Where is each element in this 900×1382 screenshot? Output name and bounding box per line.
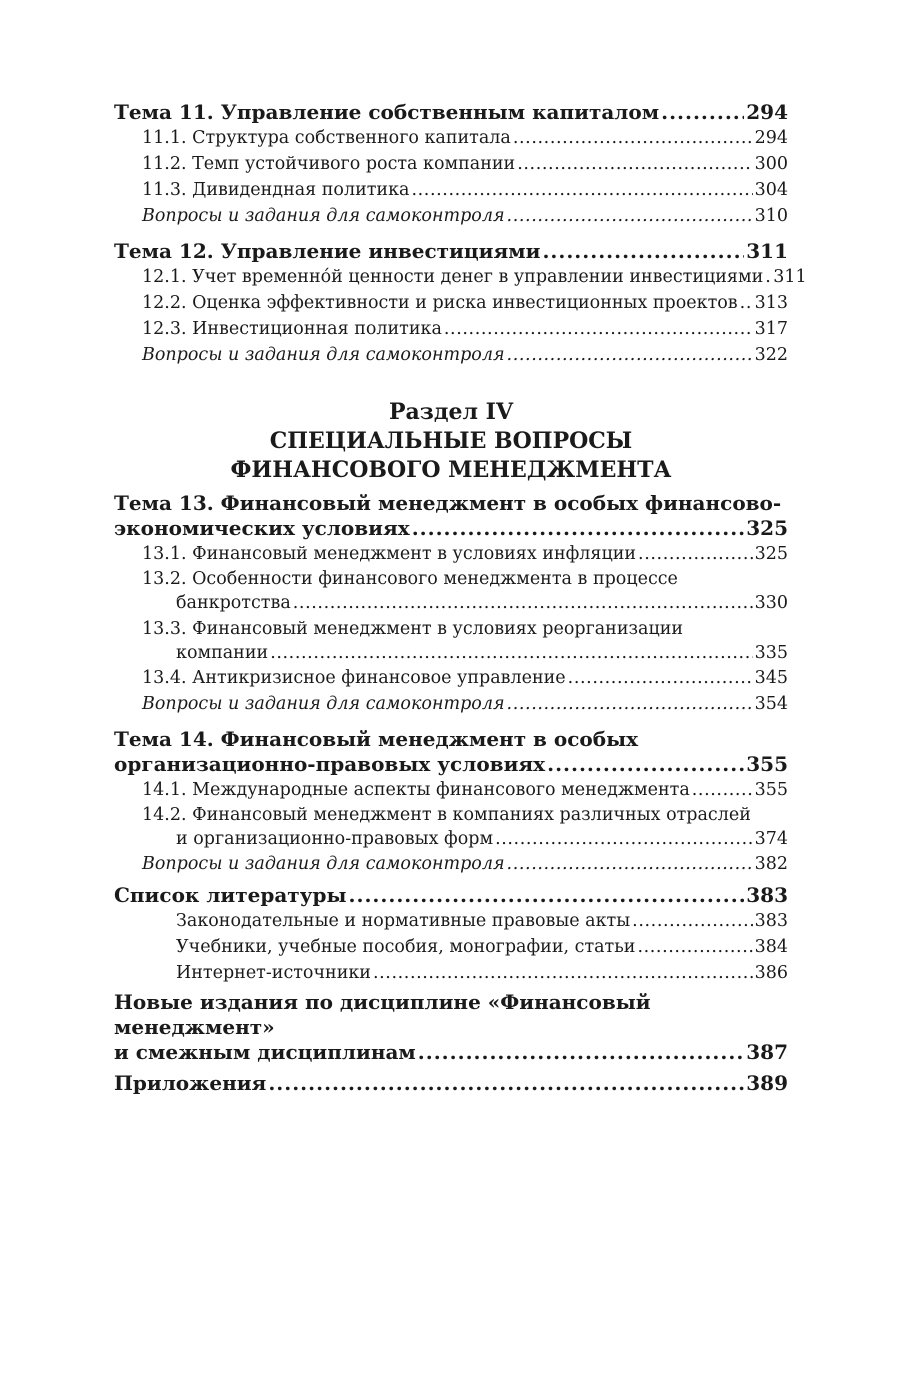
toc-item-label: Законодательные и нормативные правовые акты bbox=[176, 911, 631, 931]
toc-questions-12[interactable] bbox=[114, 342, 788, 368]
toc-title: Приложения bbox=[114, 1071, 267, 1095]
toc-item-label: 13.4. Антикризисное финансовое управление bbox=[142, 668, 566, 688]
dot-leader bbox=[270, 641, 752, 665]
toc-title: экономических условиях bbox=[114, 516, 410, 540]
page-number: 382 bbox=[754, 854, 788, 874]
toc-item-14-2[interactable] bbox=[114, 827, 788, 851]
toc-title: Тема 11. Управление собственным капиталом bbox=[114, 100, 660, 124]
section-heading bbox=[114, 398, 788, 485]
dot-leader bbox=[293, 591, 753, 615]
dot-leader bbox=[637, 934, 752, 960]
dot-leader bbox=[740, 290, 753, 316]
toc-item-13-3-line-1[interactable]: 13.3. Финансовый менеджмент в условиях реорганизации bbox=[142, 619, 684, 639]
dot-leader bbox=[513, 125, 753, 151]
toc-item-13-2-line-1[interactable]: 13.2. Особенности финансового менеджмента в процессе bbox=[142, 569, 678, 589]
page-number: 322 bbox=[754, 345, 788, 365]
toc-new-editions[interactable] bbox=[114, 1040, 788, 1065]
toc-topic-11[interactable] bbox=[114, 100, 788, 125]
toc-item-13-4[interactable] bbox=[114, 665, 788, 691]
dot-leader bbox=[411, 177, 752, 203]
toc-item-label: 11.2. Темп устойчивого роста компании bbox=[142, 154, 516, 174]
toc-literature-item-2[interactable] bbox=[114, 934, 788, 960]
page-number: 300 bbox=[754, 154, 788, 174]
toc-topic-14-title-line-1[interactable]: Тема 14. Финансовый менеджмент в особых bbox=[114, 727, 639, 751]
dot-leader bbox=[517, 151, 752, 177]
toc-item-13-3[interactable] bbox=[114, 641, 788, 665]
toc-item-label: Вопросы и задания для самоконтроля bbox=[142, 345, 505, 365]
dot-leader bbox=[638, 541, 753, 567]
toc-item-label: компании bbox=[176, 643, 269, 663]
dot-leader bbox=[507, 691, 753, 717]
toc-title: и смежным дисциплинам bbox=[114, 1040, 416, 1064]
toc-item-label: 11.1. Структура собственного капитала bbox=[142, 128, 511, 148]
page-number: 386 bbox=[754, 963, 788, 983]
dot-leader bbox=[547, 752, 744, 777]
toc-item-12-2[interactable] bbox=[114, 290, 788, 316]
page-number: 374 bbox=[754, 829, 788, 849]
dot-leader bbox=[495, 827, 753, 851]
toc-topic-14[interactable] bbox=[114, 752, 788, 777]
dot-leader bbox=[507, 203, 753, 229]
page-number: 304 bbox=[754, 180, 788, 200]
page-number: 354 bbox=[754, 694, 788, 714]
page-number: 383 bbox=[746, 883, 788, 907]
page-number: 355 bbox=[754, 780, 788, 800]
page-number: 317 bbox=[754, 319, 788, 339]
toc-title: Список литературы bbox=[114, 883, 347, 907]
toc-item-label: 14.1. Международные аспекты финансового менеджмента bbox=[142, 780, 690, 800]
toc-questions-11[interactable] bbox=[114, 203, 788, 229]
section-title-line-1: СПЕЦИАЛЬНЫЕ ВОПРОСЫ bbox=[269, 428, 633, 454]
toc-title: Тема 12. Управление инвестициями bbox=[114, 239, 541, 263]
toc-item-13-1[interactable] bbox=[114, 541, 788, 567]
dot-leader bbox=[568, 665, 753, 691]
toc-literature[interactable] bbox=[114, 883, 788, 908]
section-title-line-2: ФИНАНСОВОГО МЕНЕДЖМЕНТА bbox=[230, 457, 672, 483]
toc-item-label: 13.1. Финансовый менеджмент в условиях инфляции bbox=[142, 544, 637, 564]
dot-leader bbox=[412, 516, 745, 541]
page-number: 384 bbox=[754, 937, 788, 957]
toc-item-13-2[interactable] bbox=[114, 591, 788, 615]
page-number: 345 bbox=[754, 668, 788, 688]
toc-item-12-1[interactable] bbox=[114, 264, 807, 290]
page-number: 383 bbox=[754, 911, 788, 931]
dot-leader bbox=[765, 264, 771, 290]
page-number: 310 bbox=[754, 206, 788, 226]
dot-leader bbox=[444, 316, 753, 342]
dot-leader bbox=[661, 100, 744, 125]
dot-leader bbox=[507, 851, 753, 877]
dot-leader bbox=[632, 908, 752, 934]
toc-new-editions-line-1[interactable]: Новые издания по дисциплине «Финансовый менеджмент» bbox=[114, 990, 651, 1039]
toc-item-label: 11.3. Дивидендная политика bbox=[142, 180, 410, 200]
toc-topic-13[interactable] bbox=[114, 516, 788, 541]
page-number: 325 bbox=[746, 516, 788, 540]
toc-item-label: и организационно-правовых форм bbox=[176, 829, 494, 849]
toc-item-label: банкротства bbox=[176, 593, 291, 613]
toc-item-11-3[interactable] bbox=[114, 177, 788, 203]
toc-item-label: 12.1. Учет временнóй ценности денег в управлении инвестициями bbox=[142, 267, 764, 287]
toc-title: организационно-правовых условиях bbox=[114, 752, 546, 776]
dot-leader bbox=[507, 342, 753, 368]
toc-literature-item-3[interactable] bbox=[114, 960, 788, 986]
toc-topic-12[interactable] bbox=[114, 239, 788, 264]
toc-item-14-1[interactable] bbox=[114, 777, 788, 803]
page-number: 389 bbox=[746, 1071, 788, 1095]
page-number: 313 bbox=[754, 293, 788, 313]
page-number: 387 bbox=[746, 1040, 788, 1064]
toc-questions-14[interactable] bbox=[114, 851, 788, 877]
toc-item-label: 12.3. Инвестиционная политика bbox=[142, 319, 442, 339]
table-of-contents bbox=[114, 100, 807, 1096]
page-number: 294 bbox=[746, 100, 788, 124]
section-number: Раздел IV bbox=[388, 399, 514, 425]
dot-leader bbox=[692, 777, 753, 803]
toc-item-label: Вопросы и задания для самоконтроля bbox=[142, 694, 505, 714]
dot-leader bbox=[349, 883, 745, 908]
page-number: 335 bbox=[754, 643, 788, 663]
page-number: 294 bbox=[754, 128, 788, 148]
toc-literature-item-1[interactable] bbox=[114, 908, 788, 934]
toc-item-14-2-line-1[interactable]: 14.2. Финансовый менеджмент в компаниях различных отраслей bbox=[142, 805, 751, 825]
page-number: 330 bbox=[754, 593, 788, 613]
toc-item-label: 12.2. Оценка эффективности и риска инвестиционных проектов bbox=[142, 293, 738, 313]
toc-item-label: Интернет-источники bbox=[176, 963, 371, 983]
toc-item-label: Вопросы и задания для самоконтроля bbox=[142, 854, 505, 874]
page-number: 355 bbox=[746, 752, 788, 776]
toc-questions-13[interactable] bbox=[114, 691, 788, 717]
toc-item-11-2[interactable] bbox=[114, 151, 788, 177]
toc-item-label: Учебники, учебные пособия, монографии, статьи bbox=[176, 937, 636, 957]
toc-item-label: Вопросы и задания для самоконтроля bbox=[142, 206, 505, 226]
toc-topic-13-title-line-1[interactable]: Тема 13. Финансовый менеджмент в особых финансово- bbox=[114, 491, 782, 515]
toc-appendices[interactable] bbox=[114, 1071, 788, 1096]
page-number: 311 bbox=[773, 267, 807, 287]
dot-leader bbox=[418, 1040, 744, 1065]
dot-leader bbox=[542, 239, 744, 264]
dot-leader bbox=[373, 960, 753, 986]
dot-leader bbox=[268, 1071, 744, 1096]
toc-item-12-3[interactable] bbox=[114, 316, 788, 342]
page-number: 325 bbox=[754, 544, 788, 564]
page-number: 311 bbox=[746, 239, 788, 263]
toc-item-11-1[interactable] bbox=[114, 125, 788, 151]
